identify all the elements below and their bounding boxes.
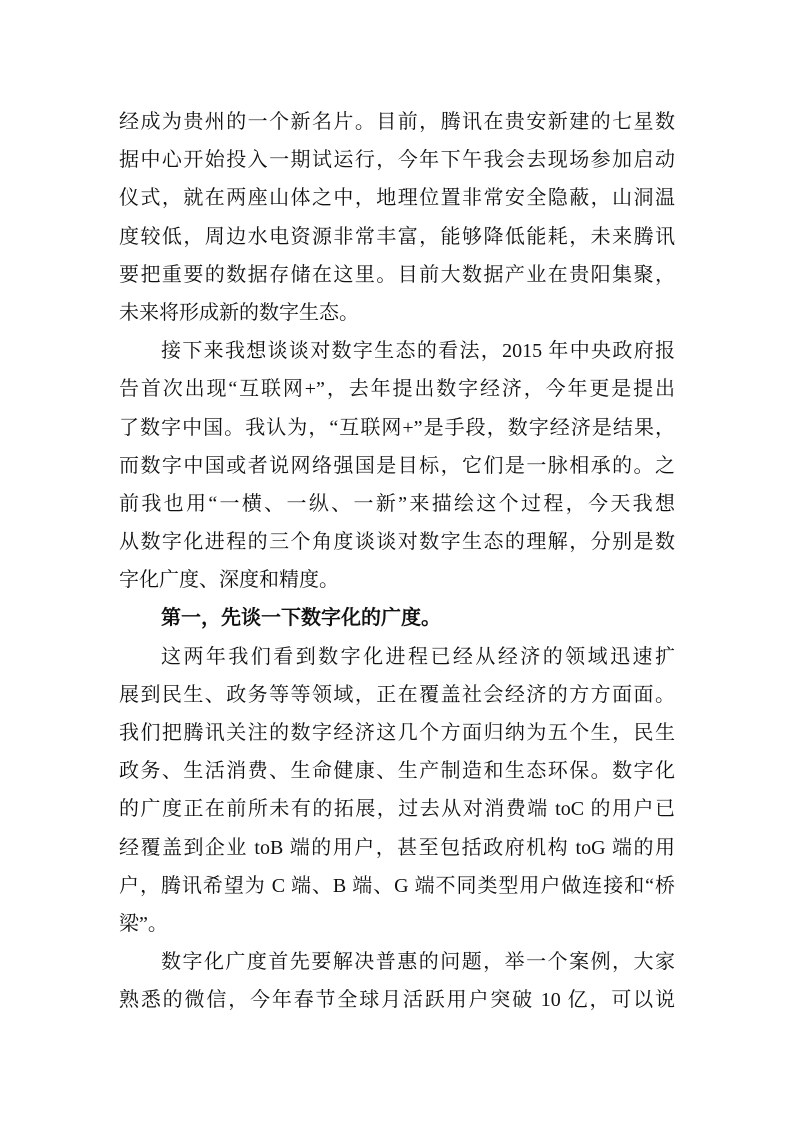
text-line: 了数字中国。我认为，“互联网+”是手段，数字经济是结果，	[119, 416, 675, 439]
text-line: 接下来我想谈谈对数字生态的看法，2015 年中央政府报	[161, 340, 675, 363]
text-line: 前我也用“一横、一纵、一新”来描绘这个过程，今天我想	[119, 492, 675, 515]
paragraph	[119, 103, 675, 332]
text-line: 户，腾讯希望为 C 端、B 端、G 端不同类型用户做连接和“桥	[119, 874, 675, 897]
document-page	[119, 103, 675, 1020]
text-line: 据中心开始投入一期试运行，今年下午我会去现场参加启动	[119, 149, 675, 172]
text-line: 从数字化进程的三个角度谈谈对数字生态的理解，分别是数	[119, 531, 675, 554]
text-line: 数字化广度首先要解决普惠的问题，举一个案例，大家	[161, 951, 675, 974]
paragraph	[119, 332, 675, 599]
text-line: 告首次出现“互联网+”，去年提出数字经济，今年更是提出	[119, 378, 675, 401]
paragraph	[119, 943, 675, 1019]
text-line: 经成为贵州的一个新名片。目前，腾讯在贵安新建的七星数	[119, 111, 675, 133]
text-line: 未来将形成新的数字生态。	[119, 301, 359, 324]
text-line: 我们把腾讯关注的数字经济这几个方面归纳为五个生，民生	[119, 722, 675, 744]
text-line: 这两年我们看到数字化进程已经从经济的领域迅速扩	[161, 645, 675, 668]
text-line: 仪式，就在两座山体之中，地理位置非常安全隐蔽，山洞温	[119, 187, 675, 210]
text-line: 度较低，周边水电资源非常丰富，能够降低能耗，未来腾讯	[119, 225, 675, 248]
section-heading	[119, 599, 675, 637]
text-line: 而数字中国或者说网络强国是目标，它们是一脉相承的。之	[119, 454, 675, 477]
text-line: 要把重要的数据存储在这里。目前大数据产业在贵阳集聚，	[119, 263, 675, 286]
text-line: 字化广度、深度和精度。	[119, 569, 339, 592]
text-line: 经覆盖到企业 toB 端的用户，甚至包括政府机构 toG 端的用	[119, 836, 675, 859]
paragraph	[119, 638, 675, 944]
heading-text: 第一，先谈一下数字化的广度。	[161, 607, 441, 630]
text-line: 展到民生、政务等等领域，正在覆盖社会经济的方方面面。	[119, 683, 675, 706]
text-line: 熟悉的微信，今年春节全球月活跃用户突破 10 亿，可以说	[119, 989, 675, 1012]
text-line: 梁”。	[119, 912, 168, 935]
text-line: 的广度正在前所未有的拓展，过去从对消费端 toC 的用户已	[119, 798, 675, 821]
text-line: 政务、生活消费、生命健康、生产制造和生态环保。数字化	[119, 760, 675, 783]
